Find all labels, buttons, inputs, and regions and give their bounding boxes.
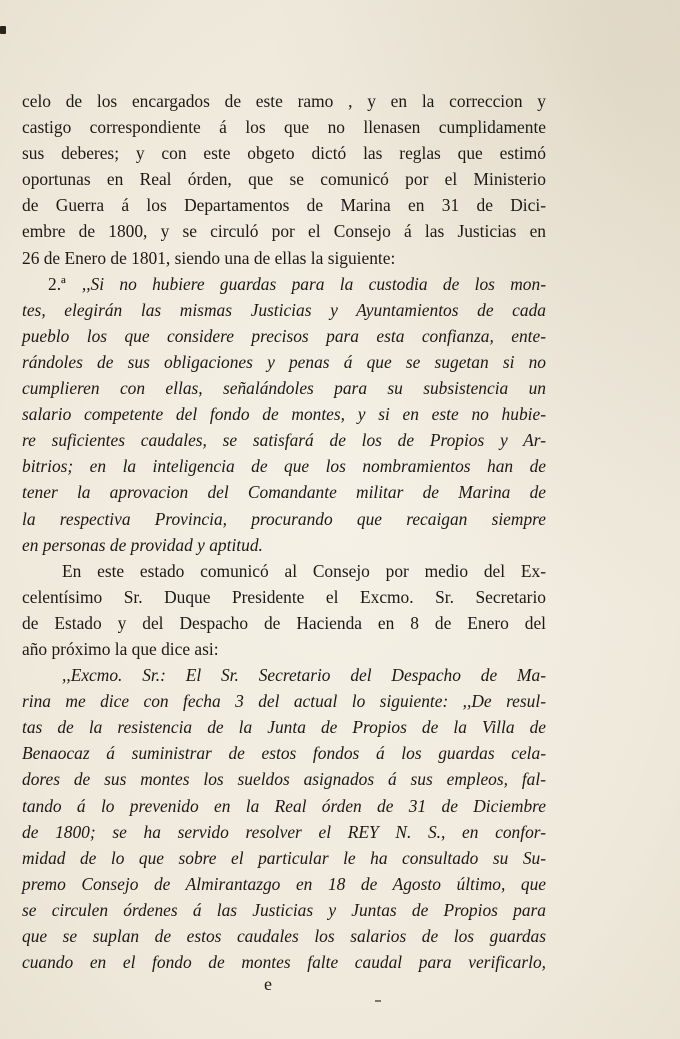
line-text: año próximo la que dice asi:: [22, 638, 219, 659]
text-line: [22, 766, 546, 792]
text-line: [22, 845, 546, 871]
text-line: [22, 323, 546, 349]
line-text: se circulen órdenes á las Justicias y Juntas de Propios para: [22, 899, 546, 920]
signature-mark: e: [264, 974, 272, 994]
line-text: embre de 1800, y se circuló por el Consejo á las Justicias en: [22, 221, 546, 242]
line-text: oportunas en Real órden, que se comunicó por el Ministerio: [22, 169, 546, 190]
line-text: tes, elegirán las mismas Justicias y Ayuntamientos de cada: [22, 299, 546, 320]
line-text: midad de lo que sobre el particular le ha consultado su Su-: [22, 847, 546, 868]
line-text: tas de la resistencia de la Junta de Propios de la Villa de: [22, 717, 546, 738]
text-line: [22, 636, 546, 662]
line-text: En este estado comunicó al Consejo por medio del Ex-: [62, 560, 546, 581]
text-line: [22, 375, 546, 401]
line-text: sus deberes; y con este obgeto dictó las reglas que estimó: [22, 143, 546, 164]
text-line: [22, 532, 546, 558]
text-line: [22, 923, 546, 949]
text-line: [22, 871, 546, 897]
text-line: [22, 610, 546, 636]
text-line: [22, 949, 546, 975]
line-text: 26 de Enero de 1801, siendo una de ellas la siguiente:: [22, 247, 396, 268]
text-line: [22, 349, 546, 375]
line-text: cumplieren con ellas, señalándoles para su subsistencia un: [22, 378, 546, 399]
line-text: salario competente del fondo de montes, y si en este no hubie-: [22, 404, 546, 425]
line-text: celo de los encargados de este ramo , y en la correccion y: [22, 91, 546, 111]
line-text: de 1800; se ha servido resolver el REY N. S., en confor-: [22, 821, 546, 842]
text-line: [22, 479, 546, 505]
body-text: [22, 88, 546, 975]
text-line: [22, 819, 546, 845]
text-line: [22, 793, 546, 819]
line-text: celentísimo Sr. Duque Presidente el Excmo. Sr. Secretario: [22, 586, 546, 607]
text-line: [22, 401, 546, 427]
line-text: ,,Si no hubiere guardas para la custodia de los mon-: [81, 273, 546, 294]
line-text: premo Consejo de Almirantazgo en 18 de Agosto último, que: [22, 873, 546, 894]
text-line: [22, 88, 546, 114]
line-text: pueblo los que considere precisos para esta confianza, ente-: [22, 325, 546, 346]
text-line: [22, 688, 546, 714]
line-text: tener la aprovacion del Comandante militar de Marina de: [22, 482, 546, 503]
line-text: de Guerra á los Departamentos de Marina en 31 de Dici-: [22, 195, 546, 216]
text-line: [22, 714, 546, 740]
line-text: dores de sus montes los sueldos asignados á sus empleos, fal-: [22, 769, 546, 790]
text-line: [22, 114, 546, 140]
margin-ink-mark: [0, 26, 6, 34]
line-text: castigo correspondiente á los que no llenasen cumplidamente: [22, 117, 546, 138]
text-line: [22, 897, 546, 923]
text-line: [22, 427, 546, 453]
text-line: [22, 166, 546, 192]
text-line: [22, 297, 546, 323]
line-text: rándoles de sus obligaciones y penas á que se sugetan si no: [22, 351, 546, 372]
text-line: [22, 453, 546, 479]
line-text: rina me dice con fecha 3 del actual lo siguiente: ,,De resul-: [22, 691, 546, 712]
text-line: [22, 740, 546, 766]
line-text: ,,Excmo. Sr.: El Sr. Secretario del Despacho de Ma-: [62, 665, 546, 686]
text-line: [22, 558, 546, 584]
page-dash-mark: [375, 1000, 381, 1002]
line-text: la respectiva Provincia, procurando que recaigan siempre: [22, 508, 546, 529]
text-line: [22, 271, 546, 297]
text-line: [22, 218, 546, 244]
text-line: [22, 662, 546, 688]
line-text: cuando en el fondo de montes falte caudal para verificarlo,: [22, 952, 546, 973]
text-line: [22, 506, 546, 532]
line-text: tando á lo prevenido en la Real órden de 31 de Diciembre: [22, 795, 546, 816]
text-line: [22, 584, 546, 610]
text-line: [22, 192, 546, 218]
text-line: [22, 245, 546, 271]
line-text: que se suplan de estos caudales los salarios de los guardas: [22, 926, 546, 946]
line-text: bitrios; en la inteligencia de que los nombramientos han de: [22, 456, 546, 477]
item-number: 2.ª: [48, 273, 66, 294]
line-text: de Estado y del Despacho de Hacienda en 8 de Enero del: [22, 612, 546, 633]
line-text: en personas de providad y aptitud.: [22, 534, 263, 555]
text-line: [22, 140, 546, 166]
line-text: re suficientes caudales, se satisfará de los de Propios y Ar-: [22, 430, 546, 451]
line-text: Benaocaz á suministrar de estos fondos á los guardas cela-: [22, 743, 546, 764]
